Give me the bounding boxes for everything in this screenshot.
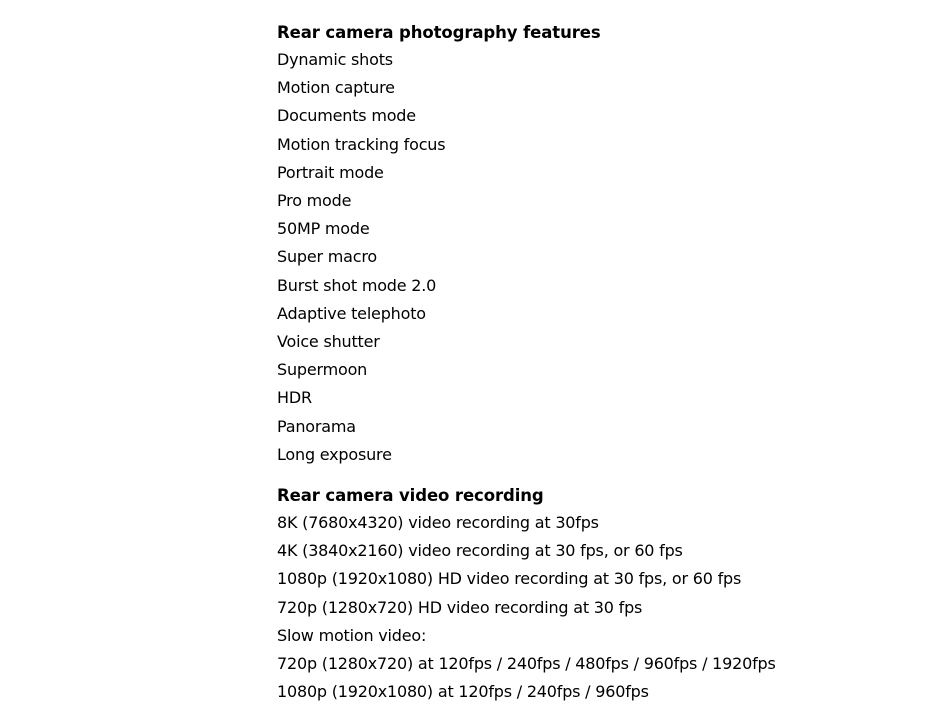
video-recording-list [277,509,937,706]
video-item-slow-motion-1080p: 1080p (1920x1080) at 120fps / 240fps / 960fps [277,682,649,702]
feature-item-supermoon: Supermoon [277,360,368,380]
video-item-slow-motion-label: Slow motion video: [277,625,427,645]
video-item-720p: 720p (1280x720) HD video recording at 30 fps [277,597,643,617]
spec-content [277,20,937,706]
feature-item-portrait-mode: Portrait mode [277,162,384,182]
feature-item-super-macro: Super macro [277,247,377,267]
feature-item-motion-tracking-focus: Motion tracking focus [277,134,446,154]
video-recording-heading: Rear camera video recording [277,486,544,506]
video-recording-section [277,483,937,706]
feature-item-hdr: HDR [277,388,312,408]
feature-item-panorama: Panorama [277,416,356,436]
feature-item-voice-shutter: Voice shutter [277,332,380,352]
photography-features-heading: Rear camera photography features [277,23,601,42]
feature-item-adaptive-telephoto: Adaptive telephoto [277,303,426,323]
video-item-slow-motion-720p: 720p (1280x720) at 120fps / 240fps / 480fps / 960fps / 1920fps [277,654,776,674]
video-item-4k: 4K (3840x2160) video recording at 30 fps, or 60 fps [277,541,683,561]
feature-item-long-exposure: Long exposure [277,444,392,464]
feature-item-pro-mode: Pro mode [277,191,352,211]
feature-item-burst-shot-mode: Burst shot mode 2.0 [277,275,437,295]
feature-item-documents-mode: Documents mode [277,106,416,126]
photography-features-section [277,20,937,469]
photography-features-list [277,46,937,469]
feature-item-motion-capture: Motion capture [277,78,395,98]
video-item-1080p: 1080p (1920x1080) HD video recording at 30 fps, or 60 fps [277,569,742,589]
feature-item-50mp-mode: 50MP mode [277,219,370,239]
video-item-8k: 8K (7680x4320) video recording at 30fps [277,513,599,533]
feature-item-dynamic-shots: Dynamic shots [277,50,393,69]
